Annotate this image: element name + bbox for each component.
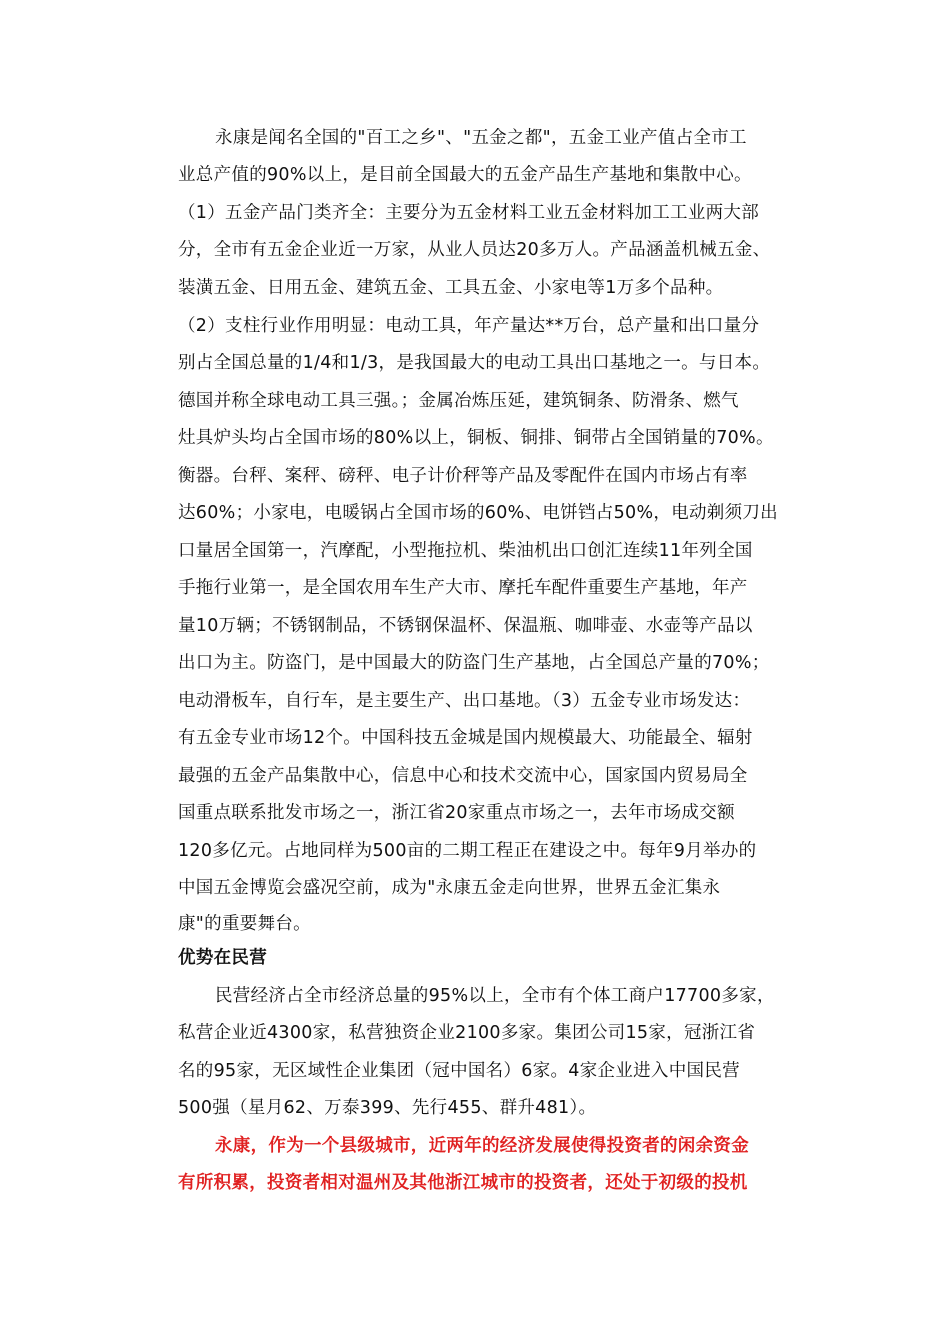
- paragraph-line: 永康是闻名全国的"百工之乡"、"五金之都"，五金工业产值占全市工: [215, 128, 747, 148]
- highlighted-paragraph-line: 永康，作为一个县级城市，近两年的经济发展使得投资者的闲余资金: [215, 1136, 749, 1156]
- paragraph-line: 口量居全国第一，汽摩配，小型拖拉机、柴油机出口创汇连续11年列全国: [178, 541, 753, 561]
- paragraph-line: 德国并称全球电动工具三强。；金属冶炼压延，建筑铜条、防滑条、燃气: [178, 391, 739, 411]
- paragraph-line: 分，全市有五金企业近一万家，从业人员达20多万人。产品涵盖机械五金、: [178, 240, 771, 260]
- paragraph-line: 120多亿元。占地同样为500亩的二期工程正在建设之中。每年9月举办的: [178, 841, 757, 861]
- paragraph-line: 手拖行业第一，是全国农用车生产大市、摩托车配件重要生产基地，年产: [178, 578, 748, 598]
- paragraph-line: 500强（星月62、万泰399、先行455、群升481）。: [178, 1098, 597, 1118]
- paragraph-line: 民营经济占全市经济总量的95%以上，全市有个体工商户17700多家，: [215, 986, 775, 1006]
- paragraph-line: 康"的重要舞台。: [178, 914, 311, 934]
- paragraph-line: 量10万辆；不锈钢制品，不锈钢保温杯、保温瓶、咖啡壶、水壶等产品以: [178, 616, 753, 636]
- paragraph-line: 装潢五金、日用五金、建筑五金、工具五金、小家电等1万多个品种。: [178, 278, 724, 298]
- paragraph-line: （1）五金产品门类齐全：主要分为五金材料工业五金材料加工工业两大部: [178, 203, 760, 223]
- paragraph-line: 有五金专业市场12个。中国科技五金城是国内规模最大、功能最全、辐射: [178, 728, 753, 748]
- paragraph-line: 别占全国总量的1/4和1/3，是我国最大的电动工具出口基地之一。与日本。: [178, 353, 771, 373]
- paragraph-line: 名的95家，无区域性企业集团（冠中国名）6家。4家企业进入中国民营: [178, 1061, 740, 1081]
- paragraph-line: 灶具炉头均占全国市场的80%以上，铜板、铜排、铜带占全国销量的70%。: [178, 428, 774, 448]
- highlighted-paragraph-line: 有所积累，投资者相对温州及其他浙江城市的投资者，还处于初级的投机: [178, 1173, 748, 1193]
- paragraph-line: 电动滑板车，自行车，是主要生产、出口基地。（3）五金专业市场发达：: [178, 691, 751, 711]
- paragraph-line: （2）支柱行业作用明显：电动工具，年产量达**万台，总产量和出口量分: [178, 316, 760, 336]
- paragraph-line: 最强的五金产品集散中心，信息中心和技术交流中心，国家国内贸易局全: [178, 766, 748, 786]
- paragraph-line: 达60%；小家电，电暖锅占全国市场的60%、电饼铛占50%，电动剃须刀出: [178, 503, 778, 523]
- section-heading: 优势在民营: [178, 948, 267, 968]
- paragraph-line: 业总产值的90%以上，是目前全国最大的五金产品生产基地和集散中心。: [178, 165, 752, 185]
- paragraph-line: 国重点联系批发市场之一，浙江省20家重点市场之一，去年市场成交额: [178, 803, 735, 823]
- paragraph-line: 中国五金博览会盛况空前，成为"永康五金走向世界，世界五金汇集永: [178, 878, 721, 898]
- paragraph-line: 私营企业近4300家，私营独资企业2100多家。集团公司15家，冠浙江省: [178, 1023, 756, 1043]
- paragraph-line: 出口为主。防盗门，是中国最大的防盗门生产基地，占全国总产量的70%；: [178, 653, 770, 673]
- paragraph-line: 衡器。台秤、案秤、磅秤、电子计价秤等产品及零配件在国内市场占有率: [178, 466, 748, 486]
